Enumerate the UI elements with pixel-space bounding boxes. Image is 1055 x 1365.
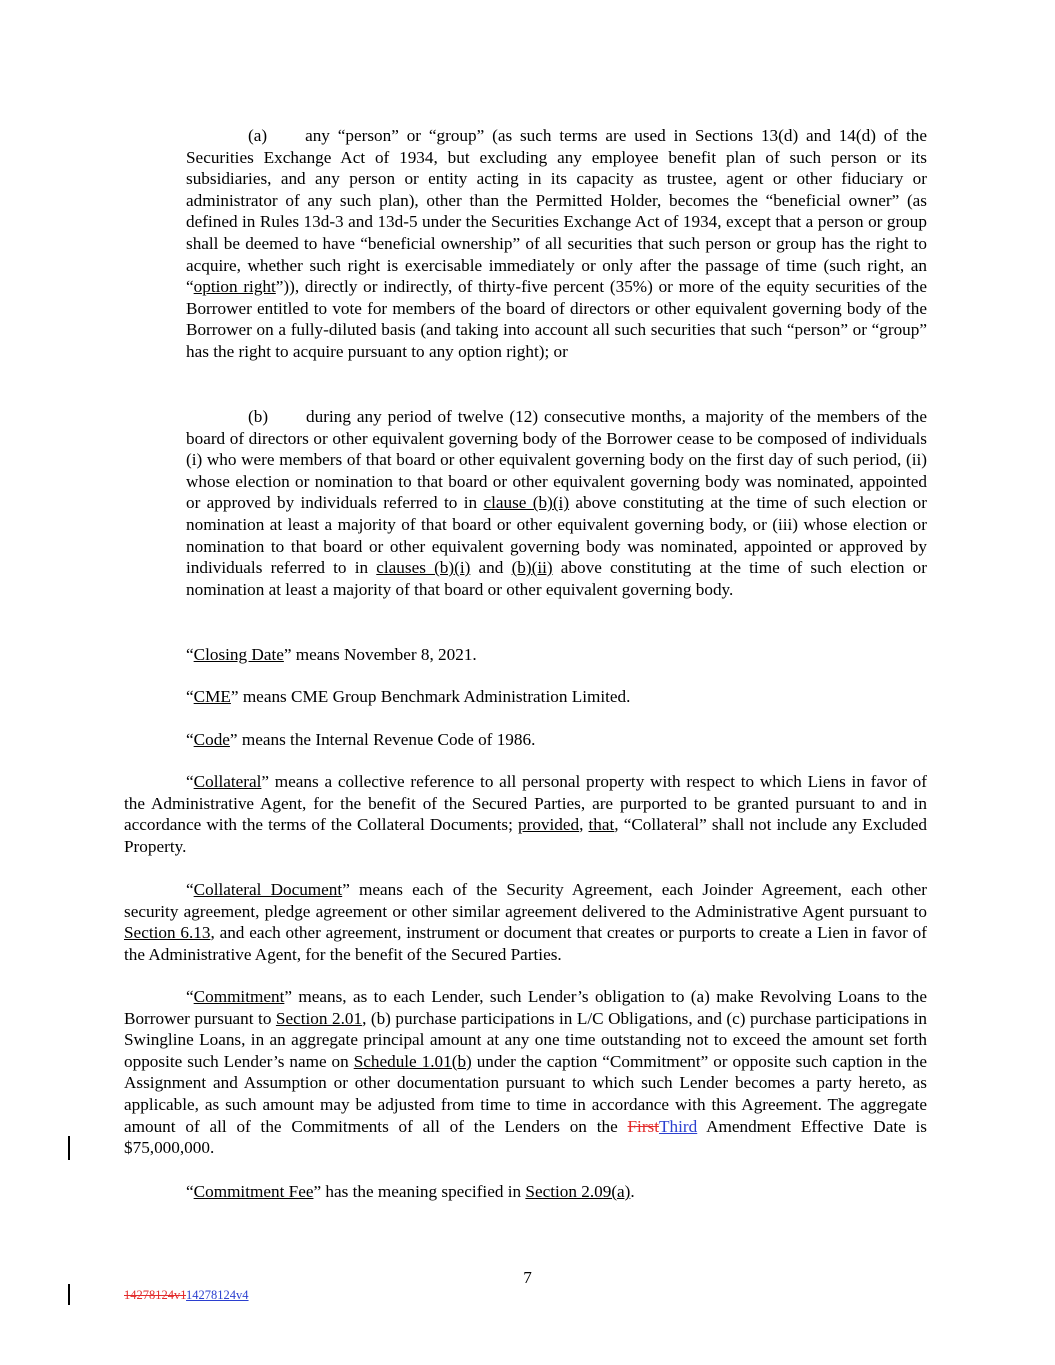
term-closing-date: Closing Date xyxy=(193,645,284,664)
ref-section-2-01: Section 2.01 xyxy=(275,1008,363,1028)
inserted-text: Third xyxy=(659,1116,698,1136)
term-code: Code xyxy=(193,730,230,749)
ref-schedule-1-01-b: Schedule 1.01(b) xyxy=(353,1051,472,1071)
term-collateral: Collateral xyxy=(193,772,262,791)
change-bar xyxy=(68,1136,70,1160)
definition-collateral: “Collateral” means a collective reference to all personal property with respect to which Liens in favor of the Administrative Agent, for the benefit of the Secured Parties, are purported to be granted pursuant to and in accordance with the terms of the Collateral Documents; provided, that, “Collateral” shall not include any Excluded Property. xyxy=(124,772,927,856)
definition-cme: “CME” means CME Group Benchmark Administration Limited. xyxy=(186,687,631,706)
page-number: 7 xyxy=(523,1268,532,1287)
definition-collateral-document: “Collateral Document” means each of the Security Agreement, each Joinder Agreement, each other security agreement, pledge agreement or other similar agreement delivered to the Administrative Agent pursuant to Section 6.13, and each other agreement, instrument or document that creates or purports to create a Lien in favor of the Administrative Agent, for the benefit of the Secured Parties. xyxy=(124,880,927,964)
paragraph-a-label: (a) xyxy=(248,126,268,145)
deleted-text: First xyxy=(627,1116,660,1136)
term-provided: provided xyxy=(518,815,580,835)
term-cme: CME xyxy=(193,687,231,706)
ref-section-2-09-a: Section 2.09(a) xyxy=(525,1182,631,1201)
paragraph-b-label: (b) xyxy=(248,407,269,426)
ref-clause-b-i: clause (b)(i) xyxy=(483,493,570,513)
doc-id-inserted: 14278124v4 xyxy=(186,1288,249,1302)
term-option-right: option right xyxy=(193,277,276,297)
paragraph-a: (a) any “person” or “group” (as such terms are used in Sections 13(d) and 14(d) of the Securities Exchange Act of 1934, but excluding any employee benefit plan of such person or its subsidiaries, and any person or entity acting in its capacity as trustee, agent or other fiduciary or administrator of any such plan), other than the Permitted Holder, becomes the “beneficial owner” (as defined in Rules 13d-3 and 13d-5 under the Securities Exchange Act of 1934, except that a person or group shall be deemed to have “beneficial ownership” of all securities that such person or group has the right to acquire, whether such right is exercisable immediately or only after the passage of time (such right, an “option right”)), directly or indirectly, of thirty-five percent (35%) or more of the equity securities of the Borrower entitled to vote for members of the board of directors or other equivalent governing body of the Borrower on a fully-diluted basis (and taking into account all such securities that such “person” or “group” has the right to acquire pursuant to any option right); or xyxy=(186,126,927,361)
term-commitment-fee: Commitment Fee xyxy=(193,1182,314,1201)
term-collateral-document: Collateral Document xyxy=(193,880,343,899)
document-id xyxy=(124,1287,249,1303)
definition-commitment: “Commitment” means, as to each Lender, such Lender’s obligation to (a) make Revolving Loans to the Borrower pursuant to Section 2.01, (b) purchase participations in L/C Obligations, and (c) purchase participations in Swingline Loans, in an aggregate principal amount at any one time outstanding not to exceed the amount set forth opposite such Lender’s name on Schedule 1.01(b) under the caption “Commitment” or opposite such caption in the Assignment and Assumption or other documentation pursuant to which such Lender becomes a party hereto, as applicable, as such amount may be adjusted from time to time in accordance with this Agreement. The aggregate amount of all of the Commitments of all of the Lenders on the FirstThird Amendment Effective Date is $75,000,000. xyxy=(124,987,927,1158)
term-commitment: Commitment xyxy=(193,987,285,1006)
ref-clause-b-ii: (b)(ii) xyxy=(511,558,553,578)
definition-closing-date: “Closing Date” means November 8, 2021. xyxy=(186,645,477,664)
term-that: that xyxy=(588,815,615,835)
ref-section-6-13: Section 6.13 xyxy=(124,923,211,943)
definition-commitment-fee: “Commitment Fee” has the meaning specified in Section 2.09(a). xyxy=(186,1182,635,1201)
doc-id-deleted: 14278124v1 xyxy=(124,1288,187,1302)
definition-code: “Code” means the Internal Revenue Code of 1986. xyxy=(186,730,536,749)
ref-clauses-b-i: clauses (b)(i) xyxy=(376,558,471,578)
paragraph-b: (b) during any period of twelve (12) consecutive months, a majority of the members of the board of directors or other equivalent governing body of the Borrower cease to be composed of individuals (i) who were members of that board or other equivalent governing body on the first day of such period, (ii) whose election or nomination to that board or other equivalent governing body was nominated, appointed or approved by individuals referred to in clause (b)(i) above constituting at the time of such election or nomination at least a majority of that board or other equivalent governing body, or (iii) whose election or nomination to that board or other equivalent governing body was nominated, appointed or approved by individuals referred to in clauses (b)(i) and (b)(ii) above constituting at the time of such election or nomination at least a majority of that board or other equivalent governing body. xyxy=(186,407,927,599)
